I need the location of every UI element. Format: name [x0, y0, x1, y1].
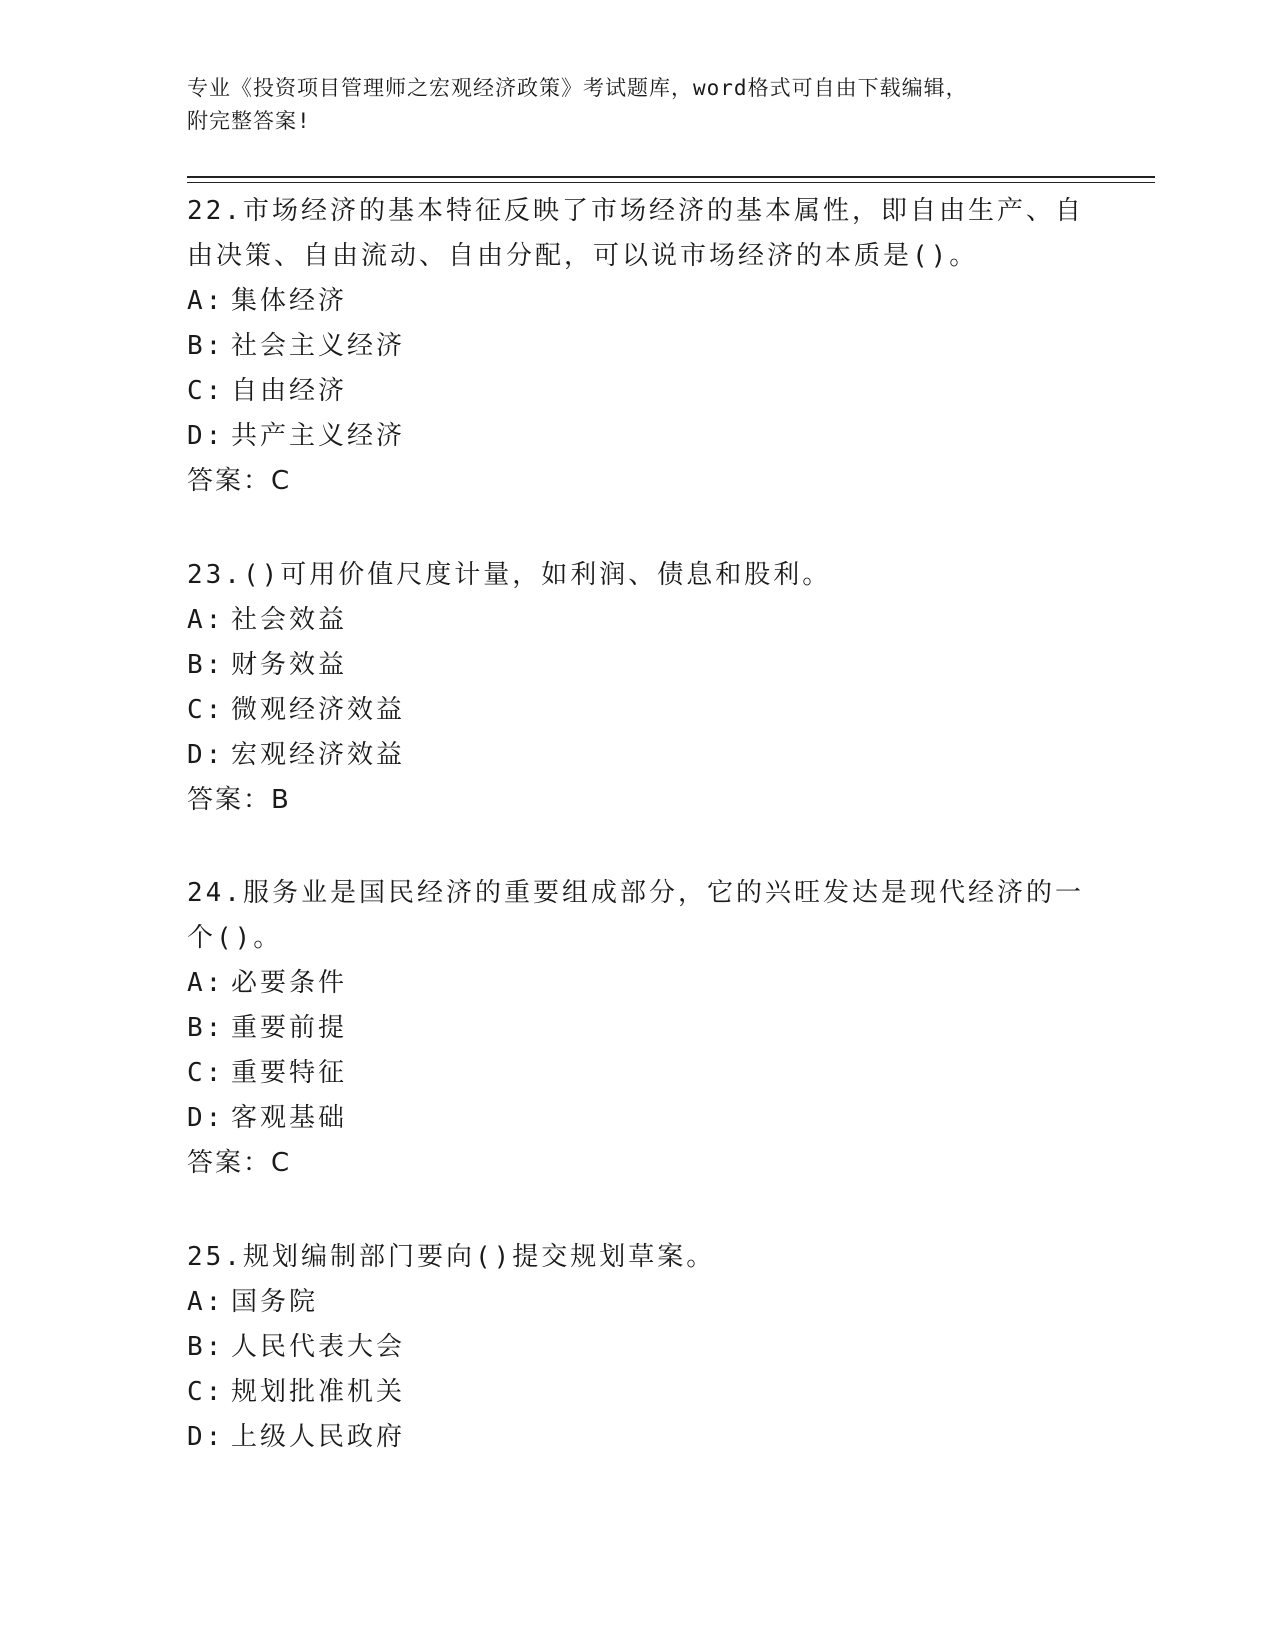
option-text: 自由经济 — [231, 376, 348, 406]
option-key: B: — [187, 650, 225, 680]
option-a — [187, 279, 1087, 324]
option-key: A: — [187, 286, 225, 316]
option-c — [187, 1370, 1087, 1415]
question-stem-line-1: 24.服务业是国民经济的重要组成部分，它的兴旺发达是现代经济的一 — [187, 878, 1084, 908]
header-line-1: 专业《投资项目管理师之宏观经济政策》考试题库，word格式可自由下载编辑， — [187, 76, 968, 100]
option-d — [187, 414, 1087, 459]
question-stem-line-1: 25.规划编制部门要向()提交规划草案。 — [187, 1242, 716, 1272]
option-key: B: — [187, 331, 225, 361]
option-text: 共产主义经济 — [231, 421, 406, 451]
option-text: 社会效益 — [231, 605, 348, 635]
option-b — [187, 1325, 1087, 1370]
document-header — [187, 72, 1067, 138]
question-23 — [187, 553, 1087, 823]
option-text: 上级人民政府 — [231, 1422, 406, 1452]
option-key: A: — [187, 968, 225, 998]
option-d — [187, 733, 1087, 778]
option-text: 重要特征 — [231, 1058, 348, 1088]
option-text: 规划批准机关 — [231, 1377, 406, 1407]
option-a — [187, 1280, 1087, 1325]
option-key: A: — [187, 605, 225, 635]
option-key: B: — [187, 1013, 225, 1043]
option-text: 微观经济效益 — [231, 695, 406, 725]
option-a — [187, 598, 1087, 643]
option-text: 宏观经济效益 — [231, 740, 406, 770]
question-stem-line-1: 23.()可用价值尺度计量，如利润、债息和股利。 — [187, 560, 832, 590]
answer-line: 答案：C — [187, 466, 292, 496]
option-text: 客观基础 — [231, 1103, 348, 1133]
header-divider-thin — [187, 182, 1155, 183]
option-d — [187, 1096, 1087, 1141]
header-line-2: 附完整答案! — [187, 109, 311, 133]
answer-line: 答案：C — [187, 1148, 292, 1178]
option-b — [187, 1006, 1087, 1051]
option-key: D: — [187, 1103, 225, 1133]
option-key: C: — [187, 1377, 225, 1407]
option-text: 国务院 — [231, 1287, 319, 1317]
option-key: D: — [187, 1422, 225, 1452]
answer-line: 答案：B — [187, 785, 291, 815]
option-a — [187, 961, 1087, 1006]
option-text: 社会主义经济 — [231, 331, 406, 361]
option-c — [187, 1051, 1087, 1096]
option-key: C: — [187, 376, 225, 406]
question-stem-line-2: 由决策、自由流动、自由分配，可以说市场经济的本质是()。 — [187, 241, 979, 271]
option-d — [187, 1415, 1087, 1460]
option-text: 必要条件 — [231, 968, 348, 998]
option-key: B: — [187, 1332, 225, 1362]
option-text: 重要前提 — [231, 1013, 348, 1043]
option-key: C: — [187, 1058, 225, 1088]
option-b — [187, 324, 1087, 369]
option-b — [187, 643, 1087, 688]
option-key: C: — [187, 695, 225, 725]
option-c — [187, 688, 1087, 733]
question-stem-line-2: 个()。 — [187, 923, 283, 953]
header-divider-thick — [187, 176, 1155, 178]
question-stem-line-1: 22.市场经济的基本特征反映了市场经济的基本属性，即自由生产、自 — [187, 196, 1084, 226]
option-key: D: — [187, 740, 225, 770]
option-key: A: — [187, 1287, 225, 1317]
option-text: 人民代表大会 — [231, 1332, 406, 1362]
question-24 — [187, 871, 1087, 1186]
option-text: 集体经济 — [231, 286, 348, 316]
option-key: D: — [187, 421, 225, 451]
option-text: 财务效益 — [231, 650, 348, 680]
question-22 — [187, 189, 1087, 504]
option-c — [187, 369, 1087, 414]
question-25 — [187, 1235, 1087, 1460]
